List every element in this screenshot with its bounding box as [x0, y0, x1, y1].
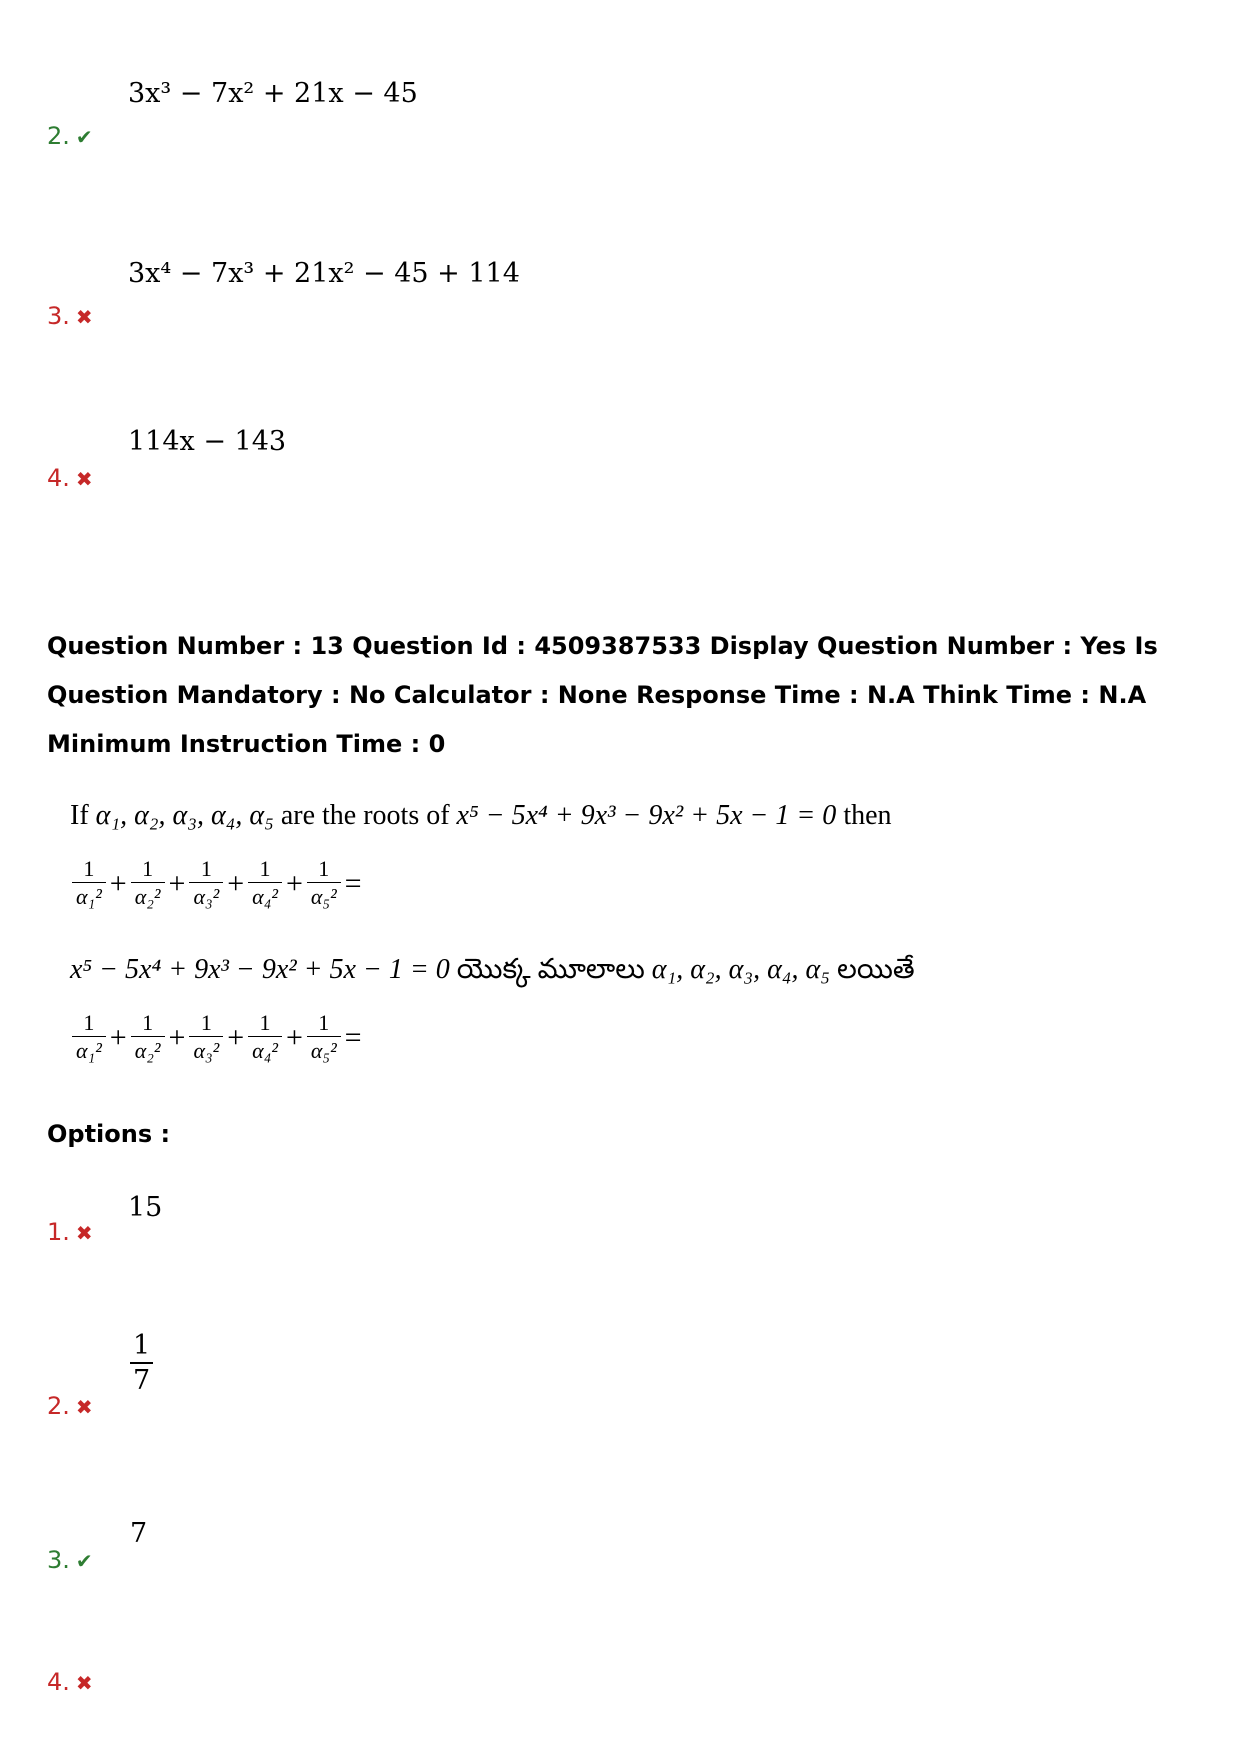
question-english-line — [70, 800, 892, 832]
term-4: $\frac{1}{\text{α₄²}}$ — [248, 856, 282, 911]
option-2-number: 2. — [47, 1392, 70, 1420]
term-3: $\frac{1}{\text{α₃²}}$ — [189, 856, 223, 911]
option-3-number: 3. — [47, 1546, 70, 1574]
option-4-number: 4. — [47, 1668, 70, 1696]
prev-option-4-number: 4. — [47, 464, 70, 492]
option-1 — [47, 1218, 93, 1246]
term-5: $\frac{1}{\text{α₅²}}$ — [307, 856, 341, 911]
prev-option-2-expression: 3x³ − 7x² + 21x − 45 — [128, 78, 418, 109]
option-1-value: 15 — [128, 1192, 163, 1223]
question-meta: Question Number : 13 Question Id : 4509387533 Display Question Number : Yes Is Question Mandatory : No Calculator : None Response Time : N.A Think Time : N.A Minimum Instruction Time : 0 — [47, 632, 1158, 758]
english-prefix: If — [70, 800, 89, 831]
roots: α₁, α₂, α₃, α₄, α₅ — [95, 800, 274, 831]
roots-telugu: α₁, α₂, α₃, α₄, α₅ — [651, 954, 830, 985]
cross-icon: ✖ — [75, 1671, 93, 1695]
option-4 — [47, 1668, 93, 1696]
term-5: $\frac{1}{\text{α₅²}}$ — [307, 1010, 341, 1065]
option-2-denominator: 7 — [133, 1365, 151, 1396]
telugu-suffix: లయితే — [836, 954, 915, 985]
prev-option-3-expression: 3x⁴ − 7x³ + 21x² − 45 + 114 — [128, 258, 520, 289]
question-telugu-line — [70, 954, 915, 992]
check-icon: ✔ — [75, 125, 93, 149]
option-1-number: 1. — [47, 1218, 70, 1246]
term-1: $\frac{1}{\text{α₁²}}$ — [72, 1010, 106, 1065]
cross-icon: ✖ — [75, 1395, 93, 1419]
option-2-fraction — [130, 1330, 153, 1398]
term-3: $\frac{1}{\text{α₃²}}$ — [189, 1010, 223, 1065]
option-2 — [47, 1392, 93, 1420]
check-icon: ✔ — [75, 1549, 93, 1573]
english-mid: are the roots of — [280, 800, 450, 831]
sum-expression-telugu: $\frac{1}{\text{α₁²}}$ + $\frac{1}{\text{α₂²}}$ + $\frac{1}{\text{α₃²}}$ + $\frac{1}{\text{α₄²}}$ + $\frac{1}{\text{α₅²}}$ = — [70, 1010, 364, 1065]
option-3-value: 7 — [130, 1518, 148, 1549]
option-3 — [47, 1546, 93, 1574]
telugu-mid: యొక్క మూలాలు — [456, 954, 645, 985]
polynomial-telugu: x⁵ − 5x⁴ + 9x³ − 9x² + 5x − 1 = 0 — [70, 954, 450, 985]
prev-option-3 — [47, 302, 93, 330]
prev-option-4-expression: 114x − 143 — [128, 426, 287, 457]
term-2: $\frac{1}{\text{α₂²}}$ — [131, 1010, 165, 1065]
term-1: $\frac{1}{\text{α₁²}}$ — [72, 856, 106, 911]
prev-option-2-number: 2. — [47, 122, 70, 150]
english-suffix: then — [843, 800, 892, 831]
prev-option-2 — [47, 122, 93, 150]
cross-icon: ✖ — [75, 305, 93, 329]
polynomial: x⁵ − 5x⁴ + 9x³ − 9x² + 5x − 1 = 0 — [456, 800, 837, 831]
cross-icon: ✖ — [75, 467, 93, 491]
term-2: $\frac{1}{\text{α₂²}}$ — [131, 856, 165, 911]
prev-option-3-number: 3. — [47, 302, 70, 330]
sum-expression-english: $\frac{1}{\text{α₁²}}$ + $\frac{1}{\text{α₂²}}$ + $\frac{1}{\text{α₃²}}$ + $\frac{1}{\text{α₄²}}$ + $\frac{1}{\text{α₅²}}$ = — [70, 856, 364, 911]
options-label: Options : — [47, 1120, 171, 1148]
prev-option-4 — [47, 464, 93, 492]
term-4: $\frac{1}{\text{α₄²}}$ — [248, 1010, 282, 1065]
option-2-numerator: 1 — [130, 1330, 153, 1364]
cross-icon: ✖ — [75, 1221, 93, 1245]
